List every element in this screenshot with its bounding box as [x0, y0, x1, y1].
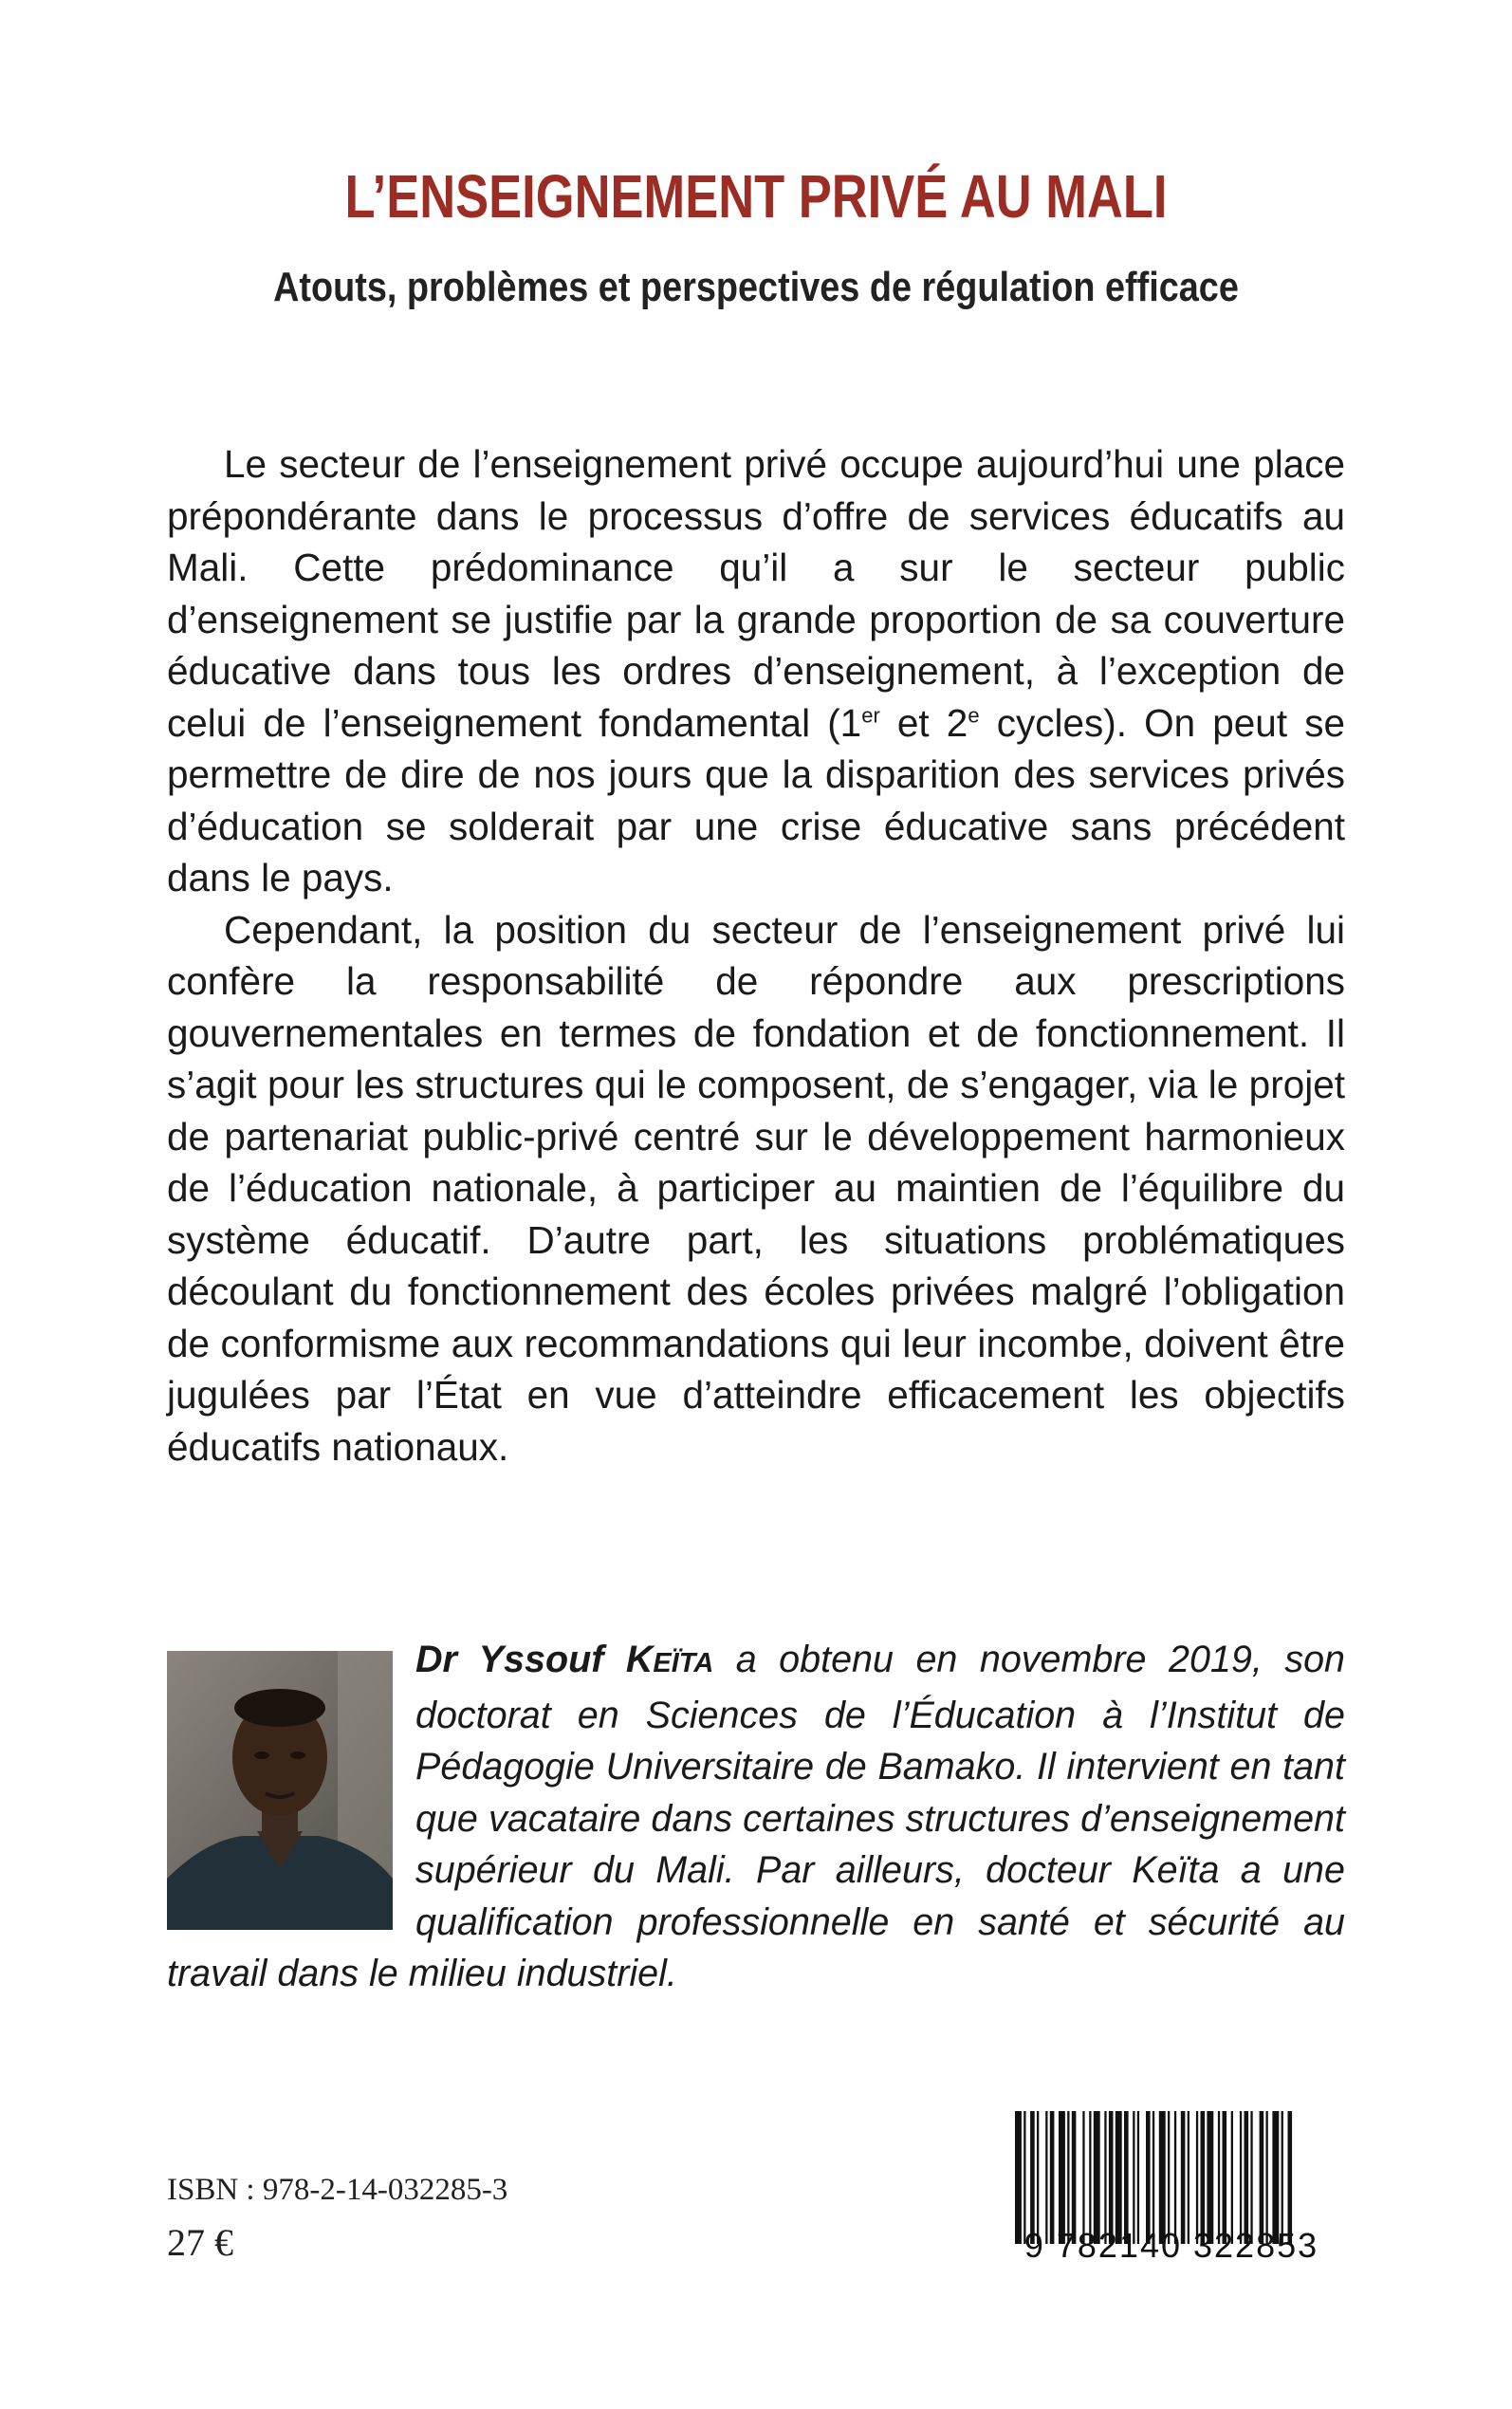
- barcode-bar: [1250, 2111, 1252, 2244]
- barcode-bar: [1109, 2111, 1114, 2244]
- barcode-bar: [1260, 2111, 1264, 2244]
- barcode-bar: [1045, 2111, 1047, 2244]
- barcode-number: 9 782140 322853: [1023, 2226, 1319, 2265]
- barcode-bar: [1133, 2111, 1134, 2244]
- barcode-bar: [1037, 2111, 1039, 2244]
- book-subtitle: Atouts, problèmes et perspectives de régulation efficace: [273, 264, 1239, 310]
- barcode-bar: [1050, 2111, 1055, 2244]
- barcode-bar: [1137, 2111, 1139, 2244]
- barcode-bar: [1218, 2111, 1220, 2244]
- barcode-bar: [1067, 2111, 1069, 2244]
- barcode-bar: [1023, 2111, 1025, 2244]
- barcode-bar: [1168, 2111, 1170, 2244]
- barcode-bar: [1245, 2111, 1249, 2244]
- barcode-bar: [1104, 2111, 1106, 2244]
- isbn: ISBN : 978-2-14-032285-3: [167, 2173, 508, 2207]
- barcode-bar: [1089, 2111, 1091, 2244]
- barcode-bar: [1015, 2111, 1022, 2244]
- barcode-bar: [1072, 2111, 1077, 2244]
- barcode-bar: [1059, 2111, 1065, 2244]
- barcode-bar: [1288, 2111, 1293, 2244]
- barcode-bar: [1223, 2111, 1227, 2244]
- summary-paragraph-2: Cependant, la position du secteur de l’enseignement privé lui confère la responsabilité de répondre aux prescriptions gouvernementales en termes de fondation et de fonctionnement. Il s’agit pour les structures qui le composent, de s’engager, via le projet de partenariat public-privé centré sur le développement harmonieux de l’éducation nationale, à participer au maintien de l’équilibre du système éducatif. D’autre part, les situations problématiques découlant du fonctionnement des écoles privées malgré l’obligation de conformisme aux recommandations qui leur incombe, doivent être jugulées par l’État en vue d’atteindre efficacement les objectifs éducatifs nationaux.: [167, 907, 1345, 1469]
- author-biography: [167, 1634, 1345, 2000]
- barcode-bar: [1188, 2111, 1189, 2244]
- barcode-bar: [1207, 2111, 1213, 2244]
- barcode-bar: [1282, 2111, 1283, 2244]
- photo-spacer: [167, 1634, 415, 1937]
- book-title: L’ENSEIGNEMENT PRIVÉ AU MALI: [344, 162, 1168, 231]
- barcode-bar: [1196, 2111, 1198, 2244]
- barcode-bar: [1159, 2111, 1166, 2244]
- barcode-bar: [1266, 2111, 1268, 2244]
- author-bio-text: a obtenu en novembre 2019, son doctorat en Sciences de l’Éducation à l’Institut de Pédagogie Universitaire de Bamako. Il intervient en tant que vacataire dans certaines structures d’enseignement supérieur du Mali. Par ailleurs, docteur Keïta a une qualification professionnelle en santé et sécurité au travail dans le milieu industriel.: [167, 1639, 1345, 1994]
- barcode-bar: [1094, 2111, 1100, 2244]
- barcode-bar: [1201, 2111, 1206, 2244]
- barcode-bar: [1231, 2111, 1233, 2244]
- summary-paragraph-1: Le secteur de l’enseignement privé occupe aujourd’hui une place prépondérante dans le processus d’offre de services éducatifs au Mali. Cette prédominance qu’il a sur le secteur public d’enseignement se justifie par la grande proportion de sa couverture éducative dans tous les ordres d’enseignement, à l’exception de celui de l’enseignement fondamental (1er et 2e cycles). On peut se permettre de dire de nos jours que la disparition des services privés d’éducation se solderait par une crise éducative sans précédent dans le pays.: [167, 442, 1345, 899]
- barcode-bar: [1030, 2111, 1035, 2244]
- barcode-bar: [1082, 2111, 1084, 2244]
- price: 27 €: [167, 2221, 233, 2264]
- barcode-bar: [1174, 2111, 1176, 2244]
- barcode-bar: [1116, 2111, 1122, 2244]
- barcode-bar: [1152, 2111, 1154, 2244]
- barcode-bar: [1146, 2111, 1151, 2244]
- barcode-bar: [1272, 2111, 1279, 2244]
- author-name: Dr Yssouf KEÏTA: [415, 1639, 714, 1680]
- barcode-bar: [1181, 2111, 1186, 2244]
- barcode-bar: [1240, 2111, 1242, 2244]
- barcode-bar: [1124, 2111, 1129, 2244]
- back-cover-summary: [167, 438, 1345, 1473]
